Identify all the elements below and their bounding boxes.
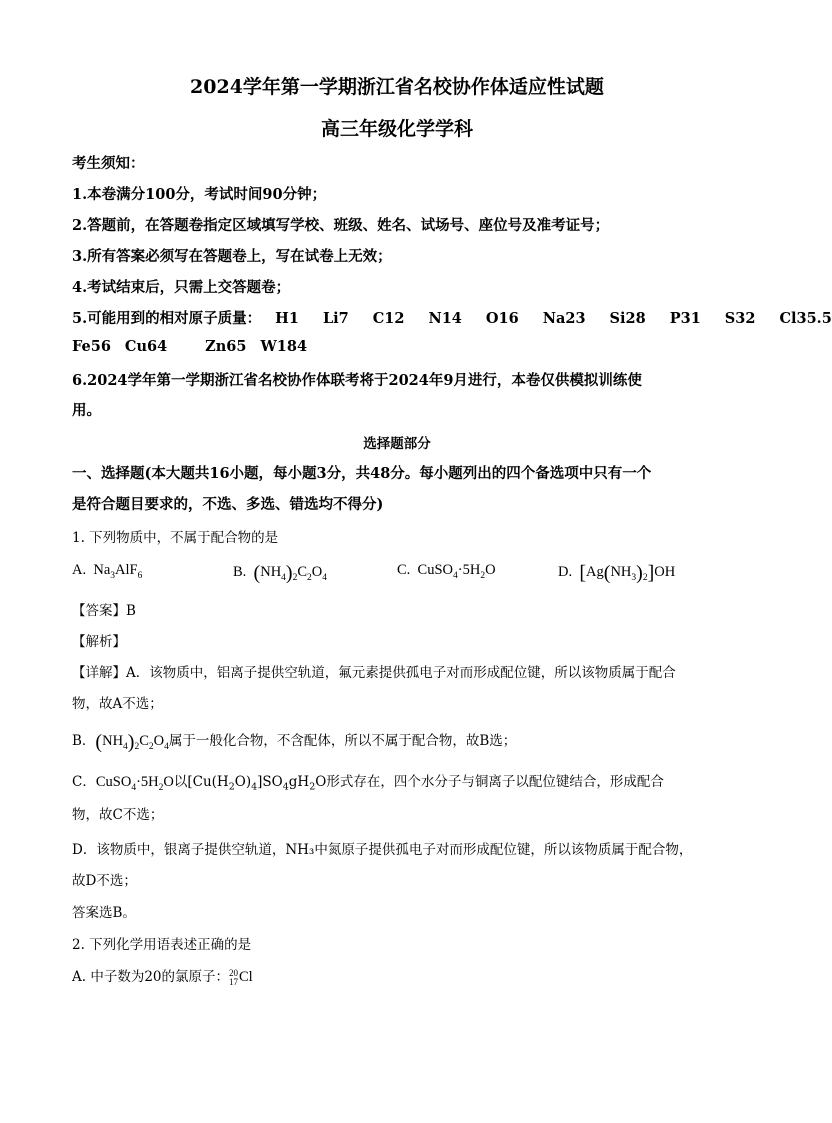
mass-na: Na23 [542, 310, 586, 327]
q1-detail-c: C．$CuSO_4\cdot 5H_2O$以$[Cu(H_2O)_4]SO_4gH_2O$形式存在，四个水分子与铜离子以配位键结合，形成配合 [72, 774, 664, 793]
q1-detail-a: 【详解】A．该物质中，铝离子提供空轨道，氟元素提供孤电子对而形成配位键，所以该物质属于配合 [72, 665, 676, 681]
notice-heading: 考生须知： [72, 155, 145, 172]
q2-mass-number: 20 [229, 967, 239, 978]
section-title: 选择题部分 [363, 436, 431, 452]
notice-item-5 [72, 307, 832, 328]
section-instructions: 一、选择题(本大题共16小题，每小题3分，共48分。每小题列出的四个备选项中只有一个 [72, 465, 652, 482]
q2-element-symbol: Cl [239, 969, 253, 985]
mass-cl: Cl35.5 [779, 310, 832, 327]
section-instructions-cont: 是符合题目要求的，不选、多选、错选均不得分) [72, 496, 384, 513]
mass-li: Li7 [322, 310, 349, 327]
mass-cu: Cu64 [124, 338, 168, 355]
q1-conclusion: 答案选B。 [72, 905, 136, 921]
q1-stem: 1. 下列物质中，不属于配合物的是 [72, 530, 279, 546]
atomic-mass-label: 5.可能用到的相对原子质量： [72, 310, 262, 327]
q1-option-d: D. $[Ag(NH_3)_2]OH$ [558, 562, 676, 584]
q1-detail-c-cont: 物，故C不选； [72, 807, 164, 823]
mass-s: S32 [724, 310, 756, 327]
mass-w: W184 [260, 338, 308, 355]
q2-option-a: A. 中子数为20的氯原子： 20 17 Cl [72, 967, 253, 987]
q1-detail-b: B．$(NH_4)_2C_2O_4$属于一般化合物，不含配体，所以不属于配合物，故B选； [72, 731, 517, 753]
q1-analysis-heading: 【解析】 [72, 634, 126, 650]
mass-fe: Fe56 [72, 338, 111, 355]
notice-item-6-cont: 用。 [72, 402, 101, 419]
mass-p: P31 [669, 310, 701, 327]
mass-si: Si28 [609, 310, 646, 327]
notice-item-6: 6.2024学年第一学期浙江省名校协作体联考将于2024年9月进行，本卷仅供模拟训练使 [72, 372, 642, 389]
q1-detail-a-cont: 物，故A不选； [72, 696, 163, 712]
notice-item-4: 4.考试结束后，只需上交答题卷； [72, 279, 291, 296]
q1-option-c: C. $CuSO_4\cdot 5H_2O$ [397, 562, 496, 581]
notice-item-2: 2.答题前，在答题卷指定区域填写学校、班级、姓名、试场号、座位号及准考证号； [72, 217, 610, 234]
mass-h: H1 [275, 310, 299, 327]
q2-stem: 2. 下列化学用语表述正确的是 [72, 937, 252, 953]
notice-item-3: 3.所有答案必须写在答题卷上，写在试卷上无效； [72, 248, 392, 265]
q1-detail-d-cont: 故D不选； [72, 873, 137, 889]
mass-o: O16 [485, 310, 519, 327]
mass-zn: Zn65 [205, 338, 247, 355]
atomic-mass-row-2 [72, 338, 307, 355]
exam-subtitle: 高三年级化学学科 [320, 118, 473, 140]
q1-option-a: A. $Na_3AlF_6$ [72, 562, 143, 581]
q1-option-b: B. $(NH_4)_2C_2O_4$ [233, 562, 327, 584]
mass-n: N14 [428, 310, 462, 327]
q1-detail-d: D．该物质中，银离子提供空轨道，NH₃中氮原子提供孤电子对而形成配位键，所以该物质属于配合物， [72, 842, 693, 858]
q2-atomic-number: 17 [229, 976, 239, 987]
mass-c: C12 [372, 310, 405, 327]
notice-item-1: 1.本卷满分100分，考试时间90分钟； [72, 186, 327, 203]
exam-title: 2024学年第一学期浙江省名校协作体适应性试题 [190, 76, 604, 98]
q1-answer: 【答案】B [72, 603, 136, 619]
